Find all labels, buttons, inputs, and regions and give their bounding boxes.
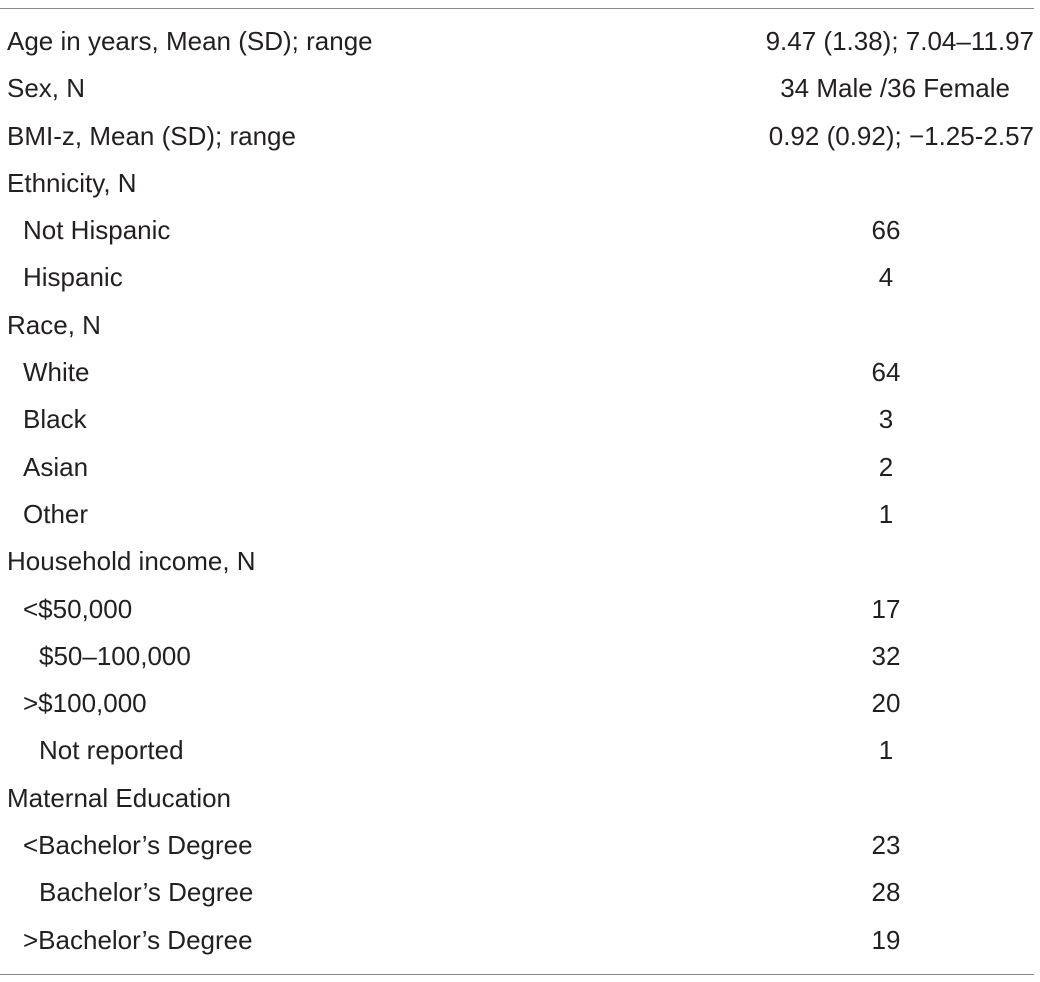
row-value: 23	[871, 830, 901, 861]
table-row-black	[0, 396, 1040, 443]
table-row-income-header	[0, 538, 1040, 585]
row-label: Black	[23, 404, 87, 435]
row-label: Other	[23, 498, 89, 529]
table-row-not-hispanic	[0, 207, 1040, 254]
row-value: 20	[871, 688, 901, 719]
row-value: 66	[871, 215, 901, 246]
row-value: 28	[871, 877, 901, 908]
row-label: White	[23, 357, 90, 388]
section-label: Race, N	[7, 309, 101, 340]
table-row-asian	[0, 444, 1040, 491]
table-row-hispanic	[0, 254, 1040, 301]
table-row-education-header	[0, 775, 1040, 822]
row-value: 4	[878, 262, 894, 293]
table-row-edu-bachelor	[0, 869, 1040, 916]
table-body	[0, 18, 1040, 964]
table-row-income-over-100k	[0, 680, 1040, 727]
row-value: 1	[878, 498, 894, 529]
row-value: 64	[871, 357, 901, 388]
row-label: Age in years, Mean (SD); range	[7, 26, 373, 56]
row-label: Sex, N	[7, 73, 86, 104]
row-label: <Bachelor’s Degree	[23, 830, 253, 861]
section-label: Maternal Education	[7, 782, 232, 813]
row-value: 34 Male /36 Female	[780, 73, 1010, 104]
row-value: 3	[878, 404, 894, 435]
table-row-sex	[0, 65, 1040, 112]
row-label: >$100,000	[23, 688, 147, 719]
row-label: Not reported	[39, 735, 184, 766]
row-label: <$50,000	[23, 593, 133, 624]
row-label: >Bachelor’s Degree	[23, 924, 253, 955]
table-top-rule	[0, 8, 1034, 9]
table-row-race-header	[0, 302, 1040, 349]
row-value: 1	[878, 735, 894, 766]
row-label: $50–100,000	[39, 640, 191, 671]
table-row-income-not-reported	[0, 727, 1040, 774]
row-label: BMI-z, Mean (SD); range	[7, 120, 296, 151]
row-label: Asian	[23, 451, 89, 482]
table-row-other	[0, 491, 1040, 538]
row-label: Hispanic	[23, 262, 123, 293]
row-value: 32	[871, 640, 901, 671]
row-value: 2	[878, 451, 894, 482]
row-label: Bachelor’s Degree	[39, 877, 254, 908]
section-label: Ethnicity, N	[7, 167, 137, 198]
table-bottom-rule	[0, 974, 1034, 975]
table-row-bmi	[0, 113, 1040, 160]
row-value: 0.92 (0.92); −1.25-2.57	[768, 120, 1034, 151]
row-value: 19	[871, 924, 901, 955]
table-row-white	[0, 349, 1040, 396]
table-row-income-50-100k	[0, 633, 1040, 680]
table-row-edu-over-bachelor	[0, 917, 1040, 964]
table-row-edu-under-bachelor	[0, 822, 1040, 869]
table-row-income-under-50k	[0, 586, 1040, 633]
section-label: Household income, N	[7, 546, 256, 577]
row-label: Not Hispanic	[23, 215, 171, 246]
row-value: 17	[871, 593, 901, 624]
table-row-age	[0, 18, 1040, 65]
table-row-ethnicity-header	[0, 160, 1040, 207]
row-value: 9.47 (1.38); 7.04–11.97	[765, 26, 1034, 56]
